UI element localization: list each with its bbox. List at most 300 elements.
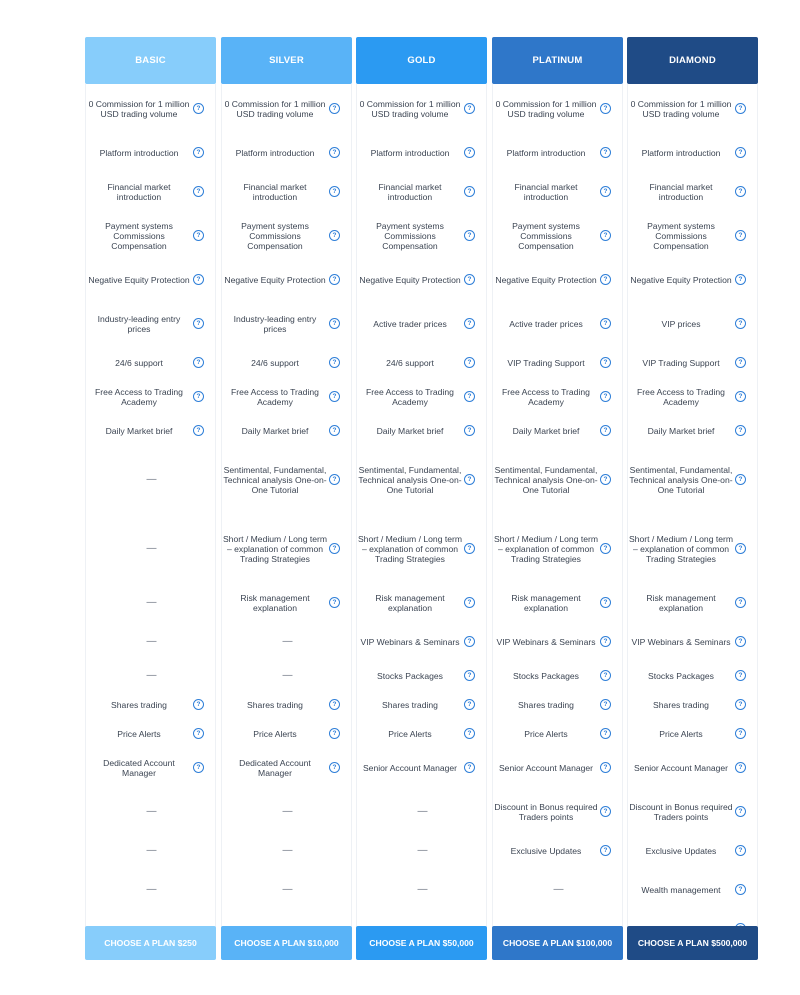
feature-cell	[493, 348, 624, 377]
feature-label: VIP Trading Support	[507, 357, 585, 368]
question-circle-icon[interactable]: ?	[193, 103, 204, 114]
question-circle-icon[interactable]: ?	[600, 474, 611, 485]
feature-unavailable: —	[282, 636, 293, 647]
question-circle-icon[interactable]: ?	[735, 806, 746, 817]
feature-cell	[493, 260, 624, 299]
plan-column-4	[627, 37, 758, 948]
feature-label: Industry-leading entry prices	[233, 313, 317, 334]
feature-cell	[357, 719, 488, 748]
feature-cell	[493, 748, 624, 787]
feature-cell	[628, 748, 759, 787]
feature-label: Financial market introduction	[107, 181, 171, 202]
question-circle-icon[interactable]: ?	[193, 728, 204, 739]
feature-label: Daily Market brief	[241, 425, 309, 436]
question-circle-icon[interactable]: ?	[600, 543, 611, 554]
question-circle-icon[interactable]: ?	[735, 670, 746, 681]
feature-cell	[222, 172, 353, 211]
feature-cell	[493, 865, 624, 914]
feature-label: Stocks Packages	[648, 670, 714, 681]
feature-cell	[628, 133, 759, 172]
choose-plan-button[interactable]: CHOOSE A PLAN $10,000	[221, 926, 352, 960]
feature-cell	[222, 787, 353, 836]
question-circle-icon[interactable]: ?	[600, 357, 611, 368]
feature-label: Senior Account Manager	[498, 762, 594, 773]
feature-unavailable: —	[146, 806, 157, 817]
feature-label: Platform introduction	[235, 147, 315, 158]
question-circle-icon[interactable]: ?	[464, 762, 475, 773]
feature-label: Wealth management	[641, 884, 721, 895]
feature-label: 24/6 support	[251, 357, 299, 368]
question-circle-icon[interactable]: ?	[735, 147, 746, 158]
feature-label: Negative Equity Protection	[630, 274, 732, 285]
feature-cell	[357, 133, 488, 172]
feature-cell	[86, 416, 217, 445]
feature-list	[356, 84, 487, 927]
feature-label: Negative Equity Protection	[495, 274, 597, 285]
feature-label: Financial market introduction	[514, 181, 578, 202]
question-circle-icon[interactable]: ?	[329, 391, 340, 402]
question-circle-icon[interactable]: ?	[600, 845, 611, 856]
question-circle-icon[interactable]: ?	[329, 474, 340, 485]
plan-header: GOLD	[356, 37, 487, 84]
feature-label: Discount in Bonus required Traders points	[494, 801, 598, 822]
feature-label: Stocks Packages	[377, 670, 443, 681]
feature-label: Shares trading	[653, 699, 709, 710]
feature-cell	[86, 514, 217, 583]
feature-label: Financial market introduction	[243, 181, 307, 202]
feature-cell	[86, 865, 217, 914]
feature-unavailable: —	[282, 670, 293, 681]
question-circle-icon[interactable]: ?	[735, 391, 746, 402]
question-circle-icon[interactable]: ?	[329, 230, 340, 241]
plan-column-1	[221, 37, 352, 948]
feature-unavailable: —	[146, 597, 157, 608]
feature-unavailable: —	[282, 806, 293, 817]
question-circle-icon[interactable]: ?	[600, 391, 611, 402]
feature-cell	[628, 299, 759, 348]
feature-label: Daily Market brief	[512, 425, 580, 436]
question-circle-icon[interactable]: ?	[735, 103, 746, 114]
question-circle-icon[interactable]: ?	[464, 357, 475, 368]
feature-label: 0 Commission for 1 million USD trading volume	[88, 98, 190, 119]
feature-cell	[628, 690, 759, 719]
question-circle-icon[interactable]: ?	[600, 186, 611, 197]
feature-label: Platform introduction	[641, 147, 721, 158]
feature-cell	[628, 719, 759, 748]
question-circle-icon[interactable]: ?	[464, 636, 475, 647]
question-circle-icon[interactable]: ?	[600, 670, 611, 681]
question-circle-icon[interactable]: ?	[464, 274, 475, 285]
question-circle-icon[interactable]: ?	[600, 699, 611, 710]
feature-list	[221, 84, 352, 927]
question-circle-icon[interactable]: ?	[600, 728, 611, 739]
feature-label: Short / Medium / Long term – explanation of common Trading Strategies	[628, 533, 734, 564]
question-circle-icon[interactable]: ?	[600, 318, 611, 329]
question-circle-icon[interactable]: ?	[464, 728, 475, 739]
feature-cell	[86, 133, 217, 172]
feature-label: Dedicated Account Manager	[239, 757, 311, 778]
feature-cell	[222, 661, 353, 690]
feature-cell	[86, 348, 217, 377]
feature-label: Free Access to Trading Academy	[366, 386, 454, 407]
question-circle-icon[interactable]: ?	[735, 425, 746, 436]
feature-label: Short / Medium / Long term – explanation of common Trading Strategies	[357, 533, 463, 564]
question-circle-icon[interactable]: ?	[735, 884, 746, 895]
feature-cell	[628, 172, 759, 211]
question-circle-icon[interactable]: ?	[600, 636, 611, 647]
feature-label: VIP prices	[661, 318, 701, 329]
feature-cell	[86, 445, 217, 514]
feature-list	[627, 84, 758, 927]
feature-cell	[357, 661, 488, 690]
feature-cell	[493, 690, 624, 719]
feature-label: Payment systems Commissions Compensation	[512, 220, 580, 251]
feature-unavailable: —	[282, 884, 293, 895]
feature-label: Payment systems Commissions Compensation	[241, 220, 309, 251]
question-circle-icon[interactable]: ?	[329, 425, 340, 436]
question-circle-icon[interactable]: ?	[193, 699, 204, 710]
feature-cell	[493, 211, 624, 260]
feature-cell	[493, 514, 624, 583]
choose-plan-button[interactable]: CHOOSE A PLAN $50,000	[356, 926, 487, 960]
feature-label: Payment systems Commissions Compensation	[105, 220, 173, 251]
feature-cell	[222, 719, 353, 748]
feature-cell	[357, 260, 488, 299]
feature-cell	[86, 690, 217, 719]
feature-unavailable: —	[146, 543, 157, 554]
feature-label: Price Alerts	[117, 728, 161, 739]
feature-cell	[628, 514, 759, 583]
feature-cell	[86, 787, 217, 836]
feature-cell	[357, 622, 488, 661]
plan-header: DIAMOND	[627, 37, 758, 84]
question-circle-icon[interactable]: ?	[464, 474, 475, 485]
feature-cell	[357, 299, 488, 348]
feature-label: Platform introduction	[99, 147, 179, 158]
feature-cell	[628, 787, 759, 836]
question-circle-icon[interactable]: ?	[329, 186, 340, 197]
feature-unavailable: —	[146, 474, 157, 485]
feature-label: Risk management explanation	[375, 592, 445, 613]
feature-unavailable: —	[553, 884, 564, 895]
feature-label: Payment systems Commissions Compensation	[647, 220, 715, 251]
question-circle-icon[interactable]: ?	[735, 543, 746, 554]
feature-cell	[86, 84, 217, 133]
feature-cell	[86, 836, 217, 865]
plan-column-0	[85, 37, 216, 948]
feature-label: Active trader prices	[509, 318, 583, 329]
feature-unavailable: —	[417, 806, 428, 817]
choose-plan-button[interactable]: CHOOSE A PLAN $250	[85, 926, 216, 960]
feature-cell	[493, 416, 624, 445]
plan-column-2	[356, 37, 487, 948]
question-circle-icon[interactable]: ?	[600, 103, 611, 114]
feature-cell	[222, 84, 353, 133]
question-circle-icon[interactable]: ?	[464, 543, 475, 554]
feature-cell	[357, 787, 488, 836]
feature-label: Shares trading	[518, 699, 574, 710]
question-circle-icon[interactable]: ?	[329, 357, 340, 368]
question-circle-icon[interactable]: ?	[464, 318, 475, 329]
feature-label: Daily Market brief	[376, 425, 444, 436]
feature-cell	[357, 514, 488, 583]
feature-label: Price Alerts	[388, 728, 432, 739]
feature-cell	[222, 348, 353, 377]
feature-cell	[222, 836, 353, 865]
feature-cell	[86, 583, 217, 622]
feature-cell	[357, 690, 488, 719]
question-circle-icon[interactable]: ?	[735, 230, 746, 241]
question-circle-icon[interactable]: ?	[735, 699, 746, 710]
feature-label: Price Alerts	[524, 728, 568, 739]
feature-label: Sentimental, Fundamental, Technical analysis One-on-One Tutorial	[494, 464, 598, 495]
feature-label: VIP Webinars & Seminars	[360, 636, 460, 647]
feature-label: Daily Market brief	[105, 425, 173, 436]
feature-label: Payment systems Commissions Compensation	[376, 220, 444, 251]
feature-cell	[222, 622, 353, 661]
question-circle-icon[interactable]: ?	[464, 230, 475, 241]
feature-cell	[222, 299, 353, 348]
plan-header: BASIC	[85, 37, 216, 84]
feature-cell	[222, 865, 353, 914]
feature-cell	[628, 377, 759, 416]
question-circle-icon[interactable]: ?	[735, 597, 746, 608]
feature-label: Senior Account Manager	[633, 762, 729, 773]
feature-label: Stocks Packages	[513, 670, 579, 681]
feature-cell	[493, 622, 624, 661]
feature-unavailable: —	[146, 845, 157, 856]
question-circle-icon[interactable]: ?	[600, 762, 611, 773]
feature-cell	[357, 416, 488, 445]
feature-cell	[493, 661, 624, 690]
question-circle-icon[interactable]: ?	[193, 274, 204, 285]
feature-cell	[628, 211, 759, 260]
feature-label: Platform introduction	[506, 147, 586, 158]
question-circle-icon[interactable]: ?	[193, 425, 204, 436]
feature-label: 0 Commission for 1 million USD trading volume	[495, 98, 597, 119]
feature-cell	[493, 719, 624, 748]
feature-label: Platform introduction	[370, 147, 450, 158]
feature-list	[492, 84, 623, 927]
question-circle-icon[interactable]: ?	[464, 103, 475, 114]
question-circle-icon[interactable]: ?	[329, 147, 340, 158]
question-circle-icon[interactable]: ?	[600, 597, 611, 608]
question-circle-icon[interactable]: ?	[600, 147, 611, 158]
feature-cell	[357, 836, 488, 865]
feature-label: Price Alerts	[659, 728, 703, 739]
feature-label: Exclusive Updates	[645, 845, 717, 856]
feature-cell	[628, 865, 759, 914]
question-circle-icon[interactable]: ?	[193, 357, 204, 368]
feature-label: VIP Trading Support	[642, 357, 720, 368]
feature-cell	[493, 299, 624, 348]
feature-unavailable: —	[146, 636, 157, 647]
feature-cell	[357, 377, 488, 416]
plan-header: SILVER	[221, 37, 352, 84]
question-circle-icon[interactable]: ?	[464, 425, 475, 436]
feature-label: Senior Account Manager	[362, 762, 458, 773]
feature-cell	[628, 583, 759, 622]
feature-cell	[86, 172, 217, 211]
feature-label: Industry-leading entry prices	[97, 313, 181, 334]
feature-label: 24/6 support	[115, 357, 163, 368]
question-circle-icon[interactable]: ?	[193, 230, 204, 241]
feature-cell	[222, 211, 353, 260]
feature-cell	[628, 661, 759, 690]
feature-unavailable: —	[417, 845, 428, 856]
question-circle-icon[interactable]: ?	[193, 762, 204, 773]
feature-cell	[357, 84, 488, 133]
feature-cell	[86, 622, 217, 661]
feature-cell	[222, 445, 353, 514]
feature-label: Sentimental, Fundamental, Technical analysis One-on-One Tutorial	[358, 464, 462, 495]
question-circle-icon[interactable]: ?	[329, 543, 340, 554]
feature-cell	[222, 583, 353, 622]
feature-label: 0 Commission for 1 million USD trading volume	[224, 98, 326, 119]
feature-label: Exclusive Updates	[510, 845, 582, 856]
feature-list	[85, 84, 216, 927]
feature-cell	[357, 445, 488, 514]
feature-cell	[628, 416, 759, 445]
feature-cell	[357, 748, 488, 787]
feature-cell	[493, 583, 624, 622]
question-circle-icon[interactable]: ?	[735, 318, 746, 329]
feature-cell	[222, 260, 353, 299]
feature-label: Shares trading	[111, 699, 167, 710]
feature-label: Daily Market brief	[647, 425, 715, 436]
feature-unavailable: —	[146, 884, 157, 895]
feature-label: Free Access to Trading Academy	[95, 386, 183, 407]
feature-cell	[628, 836, 759, 865]
feature-cell	[222, 377, 353, 416]
feature-unavailable: —	[282, 845, 293, 856]
feature-cell	[86, 377, 217, 416]
feature-cell	[357, 348, 488, 377]
question-circle-icon[interactable]: ?	[735, 762, 746, 773]
question-circle-icon[interactable]: ?	[329, 318, 340, 329]
question-circle-icon[interactable]: ?	[464, 147, 475, 158]
question-circle-icon[interactable]: ?	[735, 357, 746, 368]
feature-label: Short / Medium / Long term – explanation of common Trading Strategies	[493, 533, 599, 564]
feature-label: 0 Commission for 1 million USD trading volume	[359, 98, 461, 119]
question-circle-icon[interactable]: ?	[464, 670, 475, 681]
feature-label: Dedicated Account Manager	[103, 757, 175, 778]
question-circle-icon[interactable]: ?	[735, 274, 746, 285]
feature-label: Financial market introduction	[378, 181, 442, 202]
feature-cell	[628, 260, 759, 299]
feature-label: Sentimental, Fundamental, Technical analysis One-on-One Tutorial	[223, 464, 327, 495]
feature-cell	[222, 133, 353, 172]
choose-plan-button[interactable]: CHOOSE A PLAN $500,000	[627, 926, 758, 960]
question-circle-icon[interactable]: ?	[735, 186, 746, 197]
question-circle-icon[interactable]: ?	[329, 762, 340, 773]
question-circle-icon[interactable]: ?	[735, 474, 746, 485]
question-circle-icon[interactable]: ?	[329, 274, 340, 285]
question-circle-icon[interactable]: ?	[735, 845, 746, 856]
feature-cell	[222, 748, 353, 787]
question-circle-icon[interactable]: ?	[600, 274, 611, 285]
feature-cell	[357, 865, 488, 914]
feature-label: Risk management explanation	[511, 592, 581, 613]
feature-label: Price Alerts	[253, 728, 297, 739]
feature-cell	[493, 787, 624, 836]
feature-label: VIP Webinars & Seminars	[496, 636, 596, 647]
feature-label: Free Access to Trading Academy	[231, 386, 319, 407]
feature-cell	[222, 514, 353, 583]
question-circle-icon[interactable]: ?	[735, 636, 746, 647]
feature-cell	[86, 299, 217, 348]
feature-label: Free Access to Trading Academy	[637, 386, 725, 407]
feature-cell	[357, 211, 488, 260]
question-circle-icon[interactable]: ?	[193, 186, 204, 197]
feature-cell	[493, 445, 624, 514]
feature-label: Negative Equity Protection	[88, 274, 190, 285]
feature-cell	[222, 690, 353, 719]
plan-column-3	[492, 37, 623, 948]
feature-cell	[493, 133, 624, 172]
feature-cell	[628, 445, 759, 514]
question-circle-icon[interactable]: ?	[464, 699, 475, 710]
feature-label: Risk management explanation	[240, 592, 310, 613]
feature-cell	[86, 719, 217, 748]
feature-label: VIP Webinars & Seminars	[631, 636, 731, 647]
feature-label: Sentimental, Fundamental, Technical analysis One-on-One Tutorial	[629, 464, 733, 495]
feature-cell	[86, 748, 217, 787]
feature-cell	[357, 172, 488, 211]
feature-label: Shares trading	[382, 699, 438, 710]
feature-unavailable: —	[417, 884, 428, 895]
feature-cell	[628, 348, 759, 377]
question-circle-icon[interactable]: ?	[464, 186, 475, 197]
question-circle-icon[interactable]: ?	[193, 318, 204, 329]
feature-label: 0 Commission for 1 million USD trading volume	[630, 98, 732, 119]
feature-cell	[493, 836, 624, 865]
plan-header: PLATINUM	[492, 37, 623, 84]
feature-label: Short / Medium / Long term – explanation of common Trading Strategies	[222, 533, 328, 564]
feature-label: Negative Equity Protection	[359, 274, 461, 285]
question-circle-icon[interactable]: ?	[193, 147, 204, 158]
question-circle-icon[interactable]: ?	[193, 391, 204, 402]
question-circle-icon[interactable]: ?	[735, 728, 746, 739]
feature-label: Negative Equity Protection	[224, 274, 326, 285]
feature-cell	[493, 377, 624, 416]
question-circle-icon[interactable]: ?	[464, 597, 475, 608]
feature-cell	[628, 84, 759, 133]
feature-label: Active trader prices	[373, 318, 447, 329]
feature-label: Risk management explanation	[646, 592, 716, 613]
feature-cell	[493, 84, 624, 133]
question-circle-icon[interactable]: ?	[329, 597, 340, 608]
feature-label: Financial market introduction	[649, 181, 713, 202]
feature-label: 24/6 support	[386, 357, 434, 368]
feature-label: Shares trading	[247, 699, 303, 710]
question-circle-icon[interactable]: ?	[600, 425, 611, 436]
feature-cell	[86, 260, 217, 299]
feature-label: Free Access to Trading Academy	[502, 386, 590, 407]
feature-label: Discount in Bonus required Traders points	[629, 801, 733, 822]
question-circle-icon[interactable]: ?	[329, 103, 340, 114]
feature-unavailable: —	[146, 670, 157, 681]
choose-plan-button[interactable]: CHOOSE A PLAN $100,000	[492, 926, 623, 960]
question-circle-icon[interactable]: ?	[329, 699, 340, 710]
feature-cell	[493, 172, 624, 211]
question-circle-icon[interactable]: ?	[464, 391, 475, 402]
feature-cell	[222, 416, 353, 445]
feature-cell	[86, 211, 217, 260]
question-circle-icon[interactable]: ?	[600, 806, 611, 817]
question-circle-icon[interactable]: ?	[329, 728, 340, 739]
question-circle-icon[interactable]: ?	[600, 230, 611, 241]
